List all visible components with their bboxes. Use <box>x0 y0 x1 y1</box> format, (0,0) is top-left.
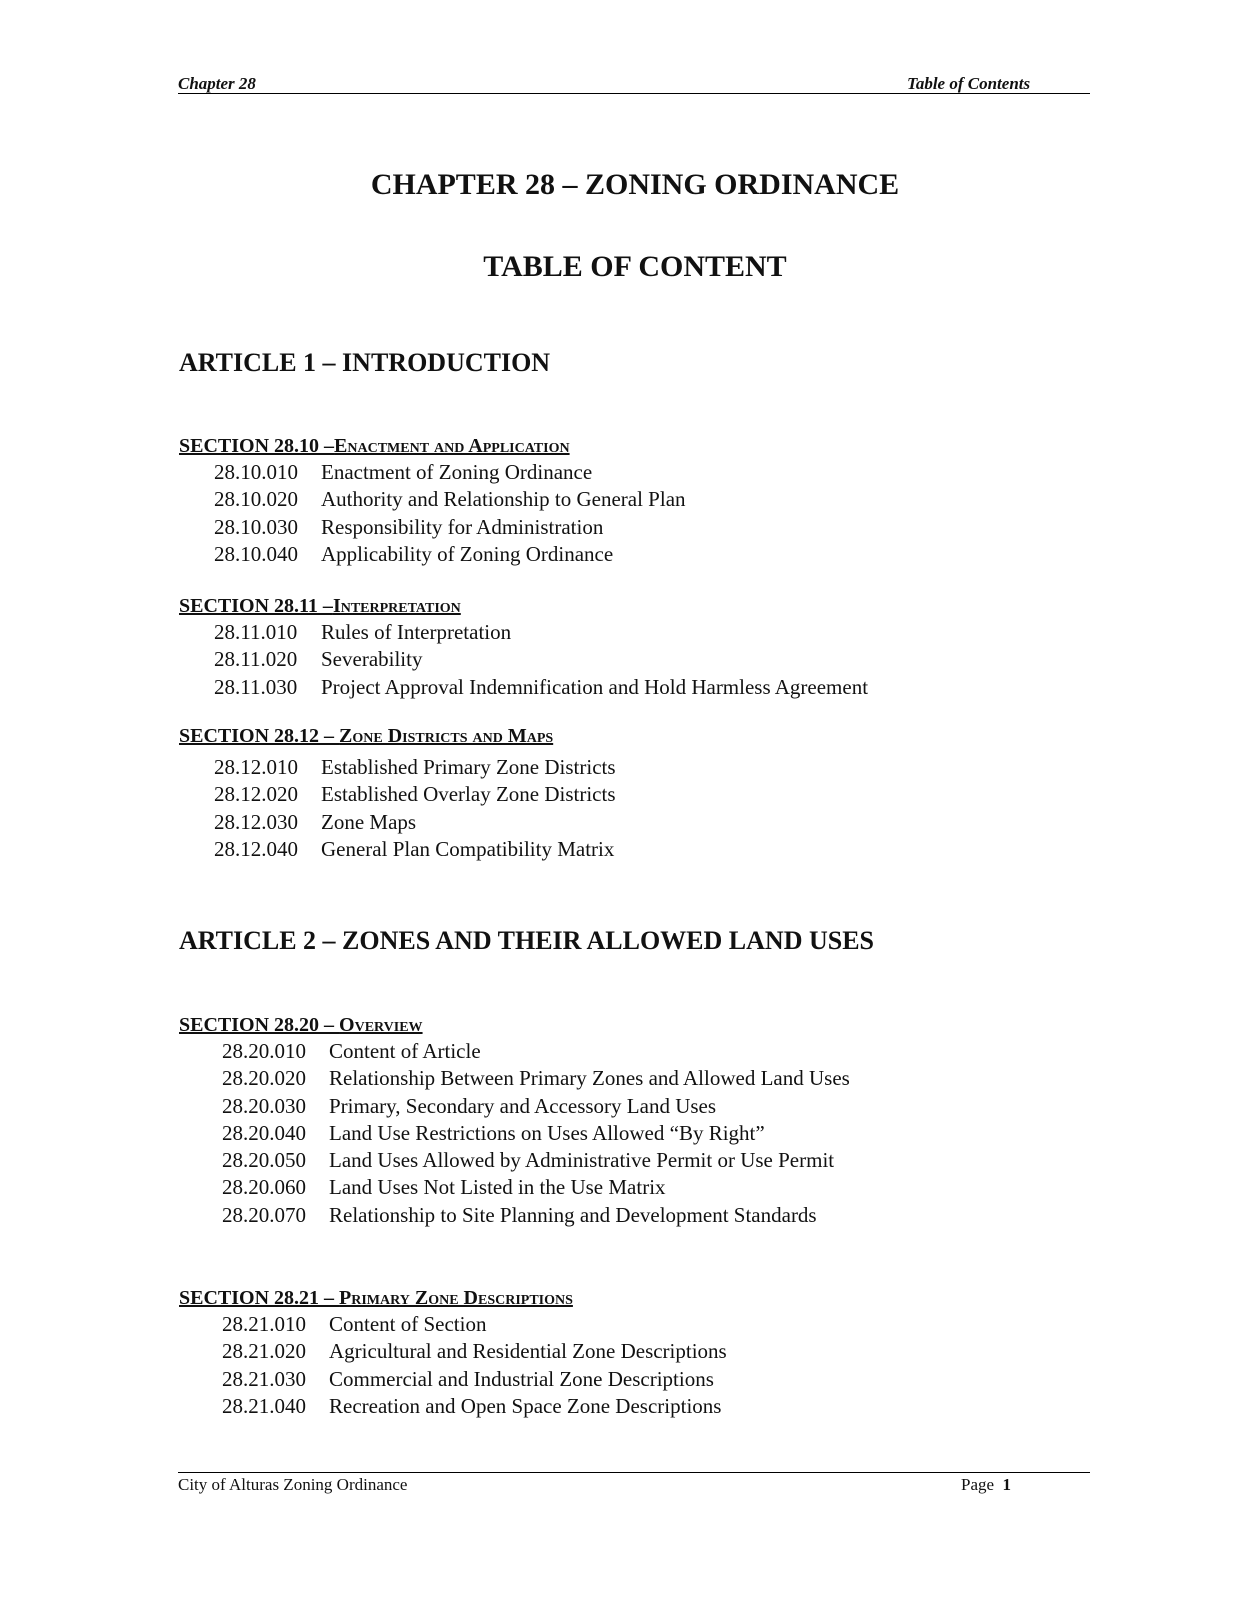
entry-title: Enactment of Zoning Ordinance <box>321 460 593 484</box>
section-name: Interpretation <box>332 595 461 617</box>
entry-number: 28.20.020 <box>222 1066 306 1091</box>
toc-section <box>179 723 616 863</box>
entry-title: Recreation and Open Space Zone Descriptions <box>329 1393 722 1418</box>
toc-entry[interactable] <box>179 514 686 541</box>
section-name: Zone Districts and Maps <box>339 725 554 747</box>
entry-number: 28.20.050 <box>222 1148 306 1173</box>
toc-entry[interactable] <box>179 1311 727 1338</box>
entry-title: Authority and Relationship to General Plan <box>321 487 686 512</box>
toc-entry[interactable] <box>179 1038 850 1065</box>
entry-title: General Plan Compatibility Matrix <box>321 836 615 861</box>
entry-number: 28.10.020 <box>214 487 298 512</box>
header-rule <box>178 93 1090 94</box>
entry-number: 28.20.070 <box>222 1202 306 1227</box>
section-heading <box>179 593 868 619</box>
toc-entry[interactable] <box>179 619 868 646</box>
entry-number: 28.10.010 <box>214 460 298 484</box>
article-heading: ARTICLE 1 – INTRODUCTION <box>179 348 551 377</box>
toc-entry[interactable] <box>179 754 616 781</box>
section-number: SECTION 28.10 – <box>179 435 335 457</box>
toc-entry[interactable] <box>179 1393 727 1420</box>
entry-number: 28.11.020 <box>214 647 298 672</box>
entry-title: Responsibility for Administration <box>321 514 604 539</box>
toc-entry[interactable] <box>179 1093 850 1120</box>
entry-title: Zone Maps <box>321 809 417 834</box>
toc-section <box>179 593 868 701</box>
entry-number: 28.12.020 <box>214 782 298 807</box>
entry-title: Content of Section <box>329 1312 487 1336</box>
toc-entry[interactable] <box>179 1174 850 1201</box>
toc-section <box>179 1012 850 1229</box>
entry-number: 28.12.010 <box>214 755 298 779</box>
entry-number: 28.20.040 <box>222 1120 306 1145</box>
section-heading <box>179 723 616 749</box>
entry-title: Commercial and Industrial Zone Descriptions <box>329 1366 714 1391</box>
entry-title: Content of Article <box>329 1039 481 1063</box>
entry-number: 28.11.010 <box>214 620 298 644</box>
header-section: Table of Contents <box>907 74 1031 93</box>
entry-number: 28.11.030 <box>214 674 298 699</box>
entry-number: 28.12.040 <box>214 836 298 861</box>
toc-entry[interactable] <box>179 1202 850 1229</box>
toc-entry[interactable] <box>179 1147 850 1174</box>
entry-title: Relationship to Site Planning and Development Standards <box>329 1202 817 1227</box>
entry-title: Established Primary Zone Districts <box>321 755 616 779</box>
section-name: Overview <box>339 1014 423 1036</box>
document-title: CHAPTER 28 – ZONING ORDINANCE <box>370 168 900 201</box>
toc-entry[interactable] <box>179 1338 727 1365</box>
page-number: 1 <box>1002 1475 1012 1494</box>
page-label: Page <box>961 1475 995 1494</box>
document-subtitle: TABLE OF CONTENT <box>483 250 787 283</box>
entry-title: Established Overlay Zone Districts <box>321 782 616 807</box>
article-heading: ARTICLE 2 – ZONES AND THEIR ALLOWED LAND USES <box>179 926 875 955</box>
entry-title: Primary, Secondary and Accessory Land Uses <box>329 1093 717 1118</box>
section-heading <box>179 1012 850 1038</box>
section-number: SECTION 28.11 – <box>179 595 333 617</box>
section-number: SECTION 28.21 – <box>179 1287 340 1309</box>
toc-section <box>179 1285 727 1420</box>
toc-entry[interactable] <box>179 541 686 568</box>
entry-number: 28.20.060 <box>222 1175 306 1200</box>
entry-number: 28.20.010 <box>222 1039 306 1063</box>
entry-number: 28.21.040 <box>222 1393 306 1418</box>
entry-number: 28.10.030 <box>214 514 298 539</box>
toc-entry[interactable] <box>179 1120 850 1147</box>
entry-number: 28.21.020 <box>222 1339 306 1364</box>
toc-section <box>179 433 686 568</box>
toc-entry[interactable] <box>179 1366 727 1393</box>
toc-entry[interactable] <box>179 674 868 701</box>
entry-number: 28.20.030 <box>222 1093 306 1118</box>
toc-entry[interactable] <box>179 836 616 863</box>
entry-number: 28.12.030 <box>214 809 298 834</box>
section-name: Primary Zone Descriptions <box>339 1287 573 1309</box>
entry-title: Rules of Interpretation <box>321 620 512 644</box>
section-heading <box>179 433 686 459</box>
entry-title: Project Approval Indemnification and Hold Harmless Agreement <box>321 674 869 699</box>
entry-number: 28.21.030 <box>222 1366 306 1391</box>
entry-title: Land Uses Not Listed in the Use Matrix <box>329 1175 666 1200</box>
entry-title: Applicability of Zoning Ordinance <box>321 541 614 566</box>
header-chapter: Chapter 28 <box>178 74 256 93</box>
footer-title: City of Alturas Zoning Ordinance <box>178 1475 408 1494</box>
entry-title: Agricultural and Residential Zone Descriptions <box>329 1339 727 1364</box>
entry-number: 28.21.010 <box>222 1312 306 1336</box>
toc-entry[interactable] <box>179 1065 850 1092</box>
entry-title: Severability <box>321 647 423 672</box>
entry-title: Relationship Between Primary Zones and Allowed Land Uses <box>329 1066 850 1091</box>
entry-title: Land Uses Allowed by Administrative Permit or Use Permit <box>329 1148 835 1173</box>
footer-rule <box>178 1472 1090 1473</box>
toc-entry[interactable] <box>179 486 686 513</box>
toc-entry[interactable] <box>179 781 616 808</box>
entry-number: 28.10.040 <box>214 541 298 566</box>
entry-title: Land Use Restrictions on Uses Allowed “By Right” <box>329 1120 765 1145</box>
toc-entry[interactable] <box>179 809 616 836</box>
section-number: SECTION 28.20 – <box>179 1014 340 1036</box>
footer-page <box>961 1475 1011 1495</box>
section-number: SECTION 28.12 – <box>179 725 340 747</box>
toc-entry[interactable] <box>179 459 686 486</box>
section-name: Enactment and Application <box>334 435 570 457</box>
toc-entry[interactable] <box>179 646 868 673</box>
section-heading <box>179 1285 727 1311</box>
